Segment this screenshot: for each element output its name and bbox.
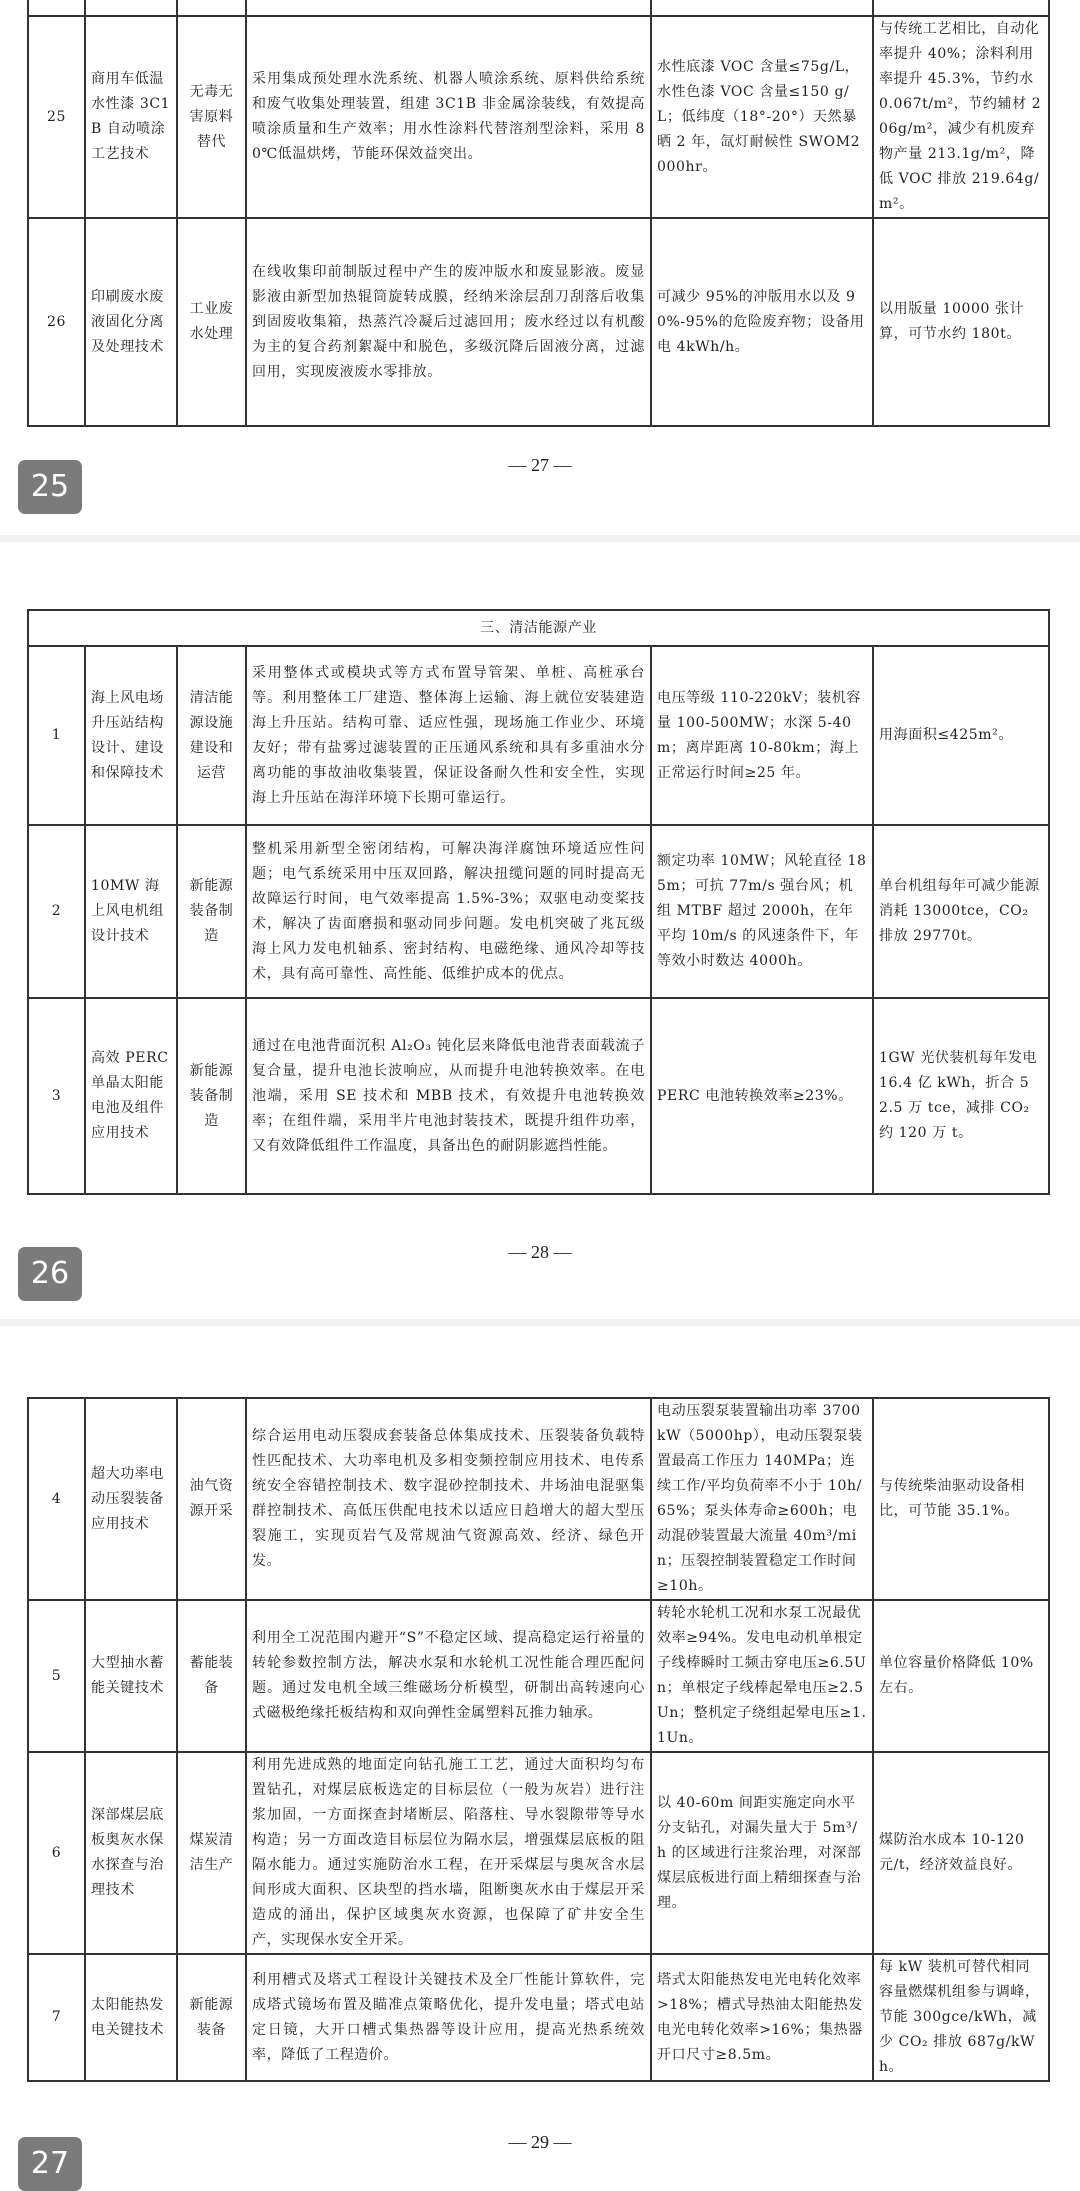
effect-cell: 1GW 光伏装机每年发电 16.4 亿 kWh，折合 52.5 万 tce，减排 CO₂ 约 120 万 t。 bbox=[873, 998, 1049, 1194]
table-row bbox=[28, 1752, 1049, 1954]
effect-cell: 单台机组每年可减少能源消耗 13000tce，CO₂ 排放 29770t。 bbox=[873, 825, 1049, 998]
page-29-section bbox=[0, 1397, 1080, 2191]
table-row bbox=[28, 0, 1049, 16]
effect-cell: 与传统工艺相比，自动化率提升 40%；涂料利用率提升 45.3%，节约水 0.067t/m²，节约辅材 206g/m²，减少有机废弃物产量 213.1g/m²，降低 VOC 排放 219.64g/m²。 bbox=[873, 16, 1049, 218]
table-row bbox=[28, 16, 1049, 218]
technology-name-cell: 商用车低温水性漆 3C1B 自动喷涂工艺技术 bbox=[85, 16, 177, 218]
key-indicators-cell: 塔式太阳能热发电光电转化效率>18%；槽式导热油太阳能热发电光电转化效率>16%；集热器开口尺寸≥8.5m。 bbox=[651, 1954, 873, 2081]
category-cell: 无毒无害原料替代 bbox=[177, 16, 246, 218]
page-footer bbox=[0, 2132, 1080, 2191]
technology-name-cell: 高效 PERC 单晶太阳能电池及组件应用技术 bbox=[85, 998, 177, 1194]
table-row bbox=[28, 998, 1049, 1194]
row-number-cell bbox=[28, 0, 85, 16]
technology-name-cell bbox=[85, 0, 177, 16]
page-divider bbox=[0, 1319, 1080, 1326]
table-row bbox=[28, 218, 1049, 426]
row-number-cell: 5 bbox=[28, 1600, 85, 1752]
row-number-cell: 4 bbox=[28, 1398, 85, 1600]
effect-cell: 与传统柴油驱动设备相比，可节能 35.1%。 bbox=[873, 1398, 1049, 1600]
key-indicators-cell: 以 40-60m 间距实施定向水平分支钻孔，对漏失量大于 5m³/h 的区域进行注浆治理，对深部煤层底板进行面上精细探查与治理。 bbox=[651, 1752, 873, 1954]
technology-name-cell: 10MW 海上风电机组设计技术 bbox=[85, 825, 177, 998]
table-row bbox=[28, 825, 1049, 998]
effect-cell: 单位容量价格降低 10%左右。 bbox=[873, 1600, 1049, 1752]
page-number: — 27 — bbox=[508, 455, 572, 475]
table-row bbox=[28, 1600, 1049, 1752]
technology-table bbox=[27, 1397, 1050, 2082]
technology-table bbox=[27, 609, 1050, 1195]
description-cell: 通过在电池背面沉积 Al₂O₃ 钝化层来降低电池背表面载流子复合量，提升电池长波响应，从而提升电池转换效率。在电池端，采用 SE 技术和 MBB 技术，有效提升电池转换效率；在组件端，采用半片电池封装技术，既提升组件功率，又有效降低组件工作温度，具备出色的耐阴影遮挡性能。 bbox=[246, 998, 651, 1194]
category-cell: 煤炭清洁生产 bbox=[177, 1752, 246, 1954]
page-footer bbox=[0, 455, 1080, 514]
section-header: 三、清洁能源产业 bbox=[28, 610, 1049, 646]
category-cell: 新能源装备制造 bbox=[177, 998, 246, 1194]
key-indicators-cell: 电动压裂泵装置输出功率 3700kW（5000hp），电动压裂泵装置最高工作压力 140MPa；连续工作/平均负荷率不小于 10h/65%；泵头体寿命≥600h；电动混砂装置最大流量 40m³/min；压裂控制装置稳定工作时间≥10h。 bbox=[651, 1398, 873, 1600]
section-header-row bbox=[28, 610, 1049, 646]
row-number-cell: 25 bbox=[28, 16, 85, 218]
category-cell bbox=[177, 0, 246, 16]
category-cell: 新能源装备制造 bbox=[177, 825, 246, 998]
effect-cell: 以用版量 10000 张计算，可节水约 180t。 bbox=[873, 218, 1049, 426]
page-index-badge: 26 bbox=[18, 1247, 82, 1301]
technology-name-cell: 大型抽水蓄能关键技术 bbox=[85, 1600, 177, 1752]
category-cell: 蓄能装备 bbox=[177, 1600, 246, 1752]
page-divider bbox=[0, 535, 1080, 542]
key-indicators-cell: 转轮水轮机工况和水泵工况最优效率≥94%。发电电动机单根定子线棒瞬时工频击穿电压≥6.5Un；单根定子线棒起晕电压≥2.5Un；整机定子绕组起晕电压≥1.1Un。 bbox=[651, 1600, 873, 1752]
effect-cell: 煤防治水成本 10-120 元/t，经济效益良好。 bbox=[873, 1752, 1049, 1954]
description-cell: 整机采用新型全密闭结构，可解决海洋腐蚀环境适应性问题；电气系统采用中压双回路，解决扭缆问题的同时提高无故障运行时间，电气效率提高 1.5%-3%；双驱电动变桨技术，解决了齿面磨损和驱动同步问题。发电机突破了兆瓦级海上风力发电机轴系、密封结构、电磁绝缘、通风冷却等技术，具有高可靠性、高性能、低维护成本的优点。 bbox=[246, 825, 651, 998]
description-cell: 综合运用电动压裂成套装备总体集成技术、压裂装备负载特性匹配技术、大功率电机及多相变频控制应用技术、电传系统安全容错控制技术、数字混砂控制技术、井场油电混驱集群控制技术、高低压供配电技术以适应日趋增大的超大型压裂施工，实现页岩气及常规油气资源高效、经济、绿色开发。 bbox=[246, 1398, 651, 1600]
effect-cell: 每 kW 装机可替代相同容量燃煤机组参与调峰，节能 300gce/kWh，减少 CO₂ 排放 687g/kWh。 bbox=[873, 1954, 1049, 2081]
page-number: — 29 — bbox=[508, 2132, 572, 2152]
page-27-section bbox=[0, 0, 1080, 542]
key-indicators-cell: 额定功率 10MW；风轮直径 185m；可抗 77m/s 强台风；机组 MTBF 超过 2000h，在年平均 10m/s 的风速条件下，年等效小时数达 4000h。 bbox=[651, 825, 873, 998]
technology-name-cell: 超大功率电动压裂装备应用技术 bbox=[85, 1398, 177, 1600]
description-cell bbox=[246, 0, 651, 16]
category-cell: 新能源装备 bbox=[177, 1954, 246, 2081]
table-row bbox=[28, 1398, 1049, 1600]
category-cell: 油气资源开采 bbox=[177, 1398, 246, 1600]
technology-table bbox=[27, 0, 1050, 427]
description-cell: 利用先进成熟的地面定向钻孔施工工艺，通过大面积均匀布置钻孔，对煤层底板选定的目标层位（一般为灰岩）进行注浆加固，一方面探查封堵断层、陷落柱、导水裂隙带等导水构造；另一方面改造目标层位为隔水层，增强煤层底板的阻隔水能力。通过实施防治水工程，在开采煤层与奥灰含水层间形成大面积、区块型的挡水墙，阻断奥灰水由于煤层开采造成的涌出，保护区域奥灰水资源，也保障了矿井安全生产，实现保水安全开采。 bbox=[246, 1752, 651, 1954]
page-number: — 28 — bbox=[508, 1242, 572, 1262]
description-cell: 采用整体式或模块式等方式布置导管架、单桩、高桩承台等。利用整体工厂建造、整体海上运输、海上就位安装建造海上升压站。结构可靠、适应性强，现场施工作业少、环境友好；带有盐雾过滤装置的正压通风系统和具有多重油水分离功能的事故油收集装置，保证设备耐久性和安全性，实现海上升压站在海洋环境下长期可靠运行。 bbox=[246, 646, 651, 825]
key-indicators-cell: 水性底漆 VOC 含量≤75g/L，水性色漆 VOC 含量≤150 g/L；低纬度（18°-20°）天然暴晒 2 年，氙灯耐候性 SWOM2000hr。 bbox=[651, 16, 873, 218]
technology-name-cell: 太阳能热发电关键技术 bbox=[85, 1954, 177, 2081]
page-28-section bbox=[0, 609, 1080, 1326]
effect-cell bbox=[873, 0, 1049, 16]
row-number-cell: 1 bbox=[28, 646, 85, 825]
technology-name-cell: 印刷废水废液固化分离及处理技术 bbox=[85, 218, 177, 426]
page-index-badge: 25 bbox=[18, 460, 82, 514]
page-index-badge: 27 bbox=[18, 2137, 82, 2191]
technology-name-cell: 深部煤层底板奥灰水保水探查与治理技术 bbox=[85, 1752, 177, 1954]
row-number-cell: 7 bbox=[28, 1954, 85, 2081]
row-number-cell: 26 bbox=[28, 218, 85, 426]
row-number-cell: 6 bbox=[28, 1752, 85, 1954]
category-cell: 工业废水处理 bbox=[177, 218, 246, 426]
table-row bbox=[28, 646, 1049, 825]
key-indicators-cell: PERC 电池转换效率≥23%。 bbox=[651, 998, 873, 1194]
key-indicators-cell bbox=[651, 0, 873, 16]
row-number-cell: 2 bbox=[28, 825, 85, 998]
description-cell: 利用槽式及塔式工程设计关键技术及全厂性能计算软件，完成塔式镜场布置及瞄准点策略优化，提升发电量；塔式电站定日镜，大开口槽式集热器等设计应用，提高光热系统效率，降低了工程造价。 bbox=[246, 1954, 651, 2081]
key-indicators-cell: 电压等级 110-220kV；装机容量 100-500MW；水深 5-40m；离岸距离 10-80km；海上正常运行时间≥25 年。 bbox=[651, 646, 873, 825]
page-footer bbox=[0, 1242, 1080, 1301]
technology-name-cell: 海上风电场升压站结构设计、建设和保障技术 bbox=[85, 646, 177, 825]
description-cell: 在线收集印前制版过程中产生的废冲版水和废显影液。废显影液由新型加热辊筒旋转成膜，经纳米涂层刮刀刮落后收集到固废收集箱，热蒸汽冷凝后过滤回用；废水经过以有机酸为主的复合药剂絮凝中和脱色，多级沉降后固液分离，过滤回用，实现废液废水零排放。 bbox=[246, 218, 651, 426]
key-indicators-cell: 可减少 95%的冲版用水以及 90%-95%的危险废弃物；设备用电 4kWh/h。 bbox=[651, 218, 873, 426]
description-cell: 采用集成预处理水洗系统、机器人喷涂系统、原料供给系统和废气收集处理装置，组建 3C1B 非金属涂装线，有效提高喷涂质量和生产效率；用水性涂料代替溶剂型涂料，采用 80℃低温烘烤，节能环保效益突出。 bbox=[246, 16, 651, 218]
table-row bbox=[28, 1954, 1049, 2081]
category-cell: 清洁能源设施建设和运营 bbox=[177, 646, 246, 825]
description-cell: 利用全工况范围内避开“S”不稳定区域、提高稳定运行裕量的转轮参数控制方法，解决水泵和水轮机工况性能合理匹配问题。通过发电机全域三维磁场分析模型，研制出高转速向心式磁极绝缘托板结构和双向弹性金属塑料瓦推力轴承。 bbox=[246, 1600, 651, 1752]
row-number-cell: 3 bbox=[28, 998, 85, 1194]
effect-cell: 用海面积≤425m²。 bbox=[873, 646, 1049, 825]
